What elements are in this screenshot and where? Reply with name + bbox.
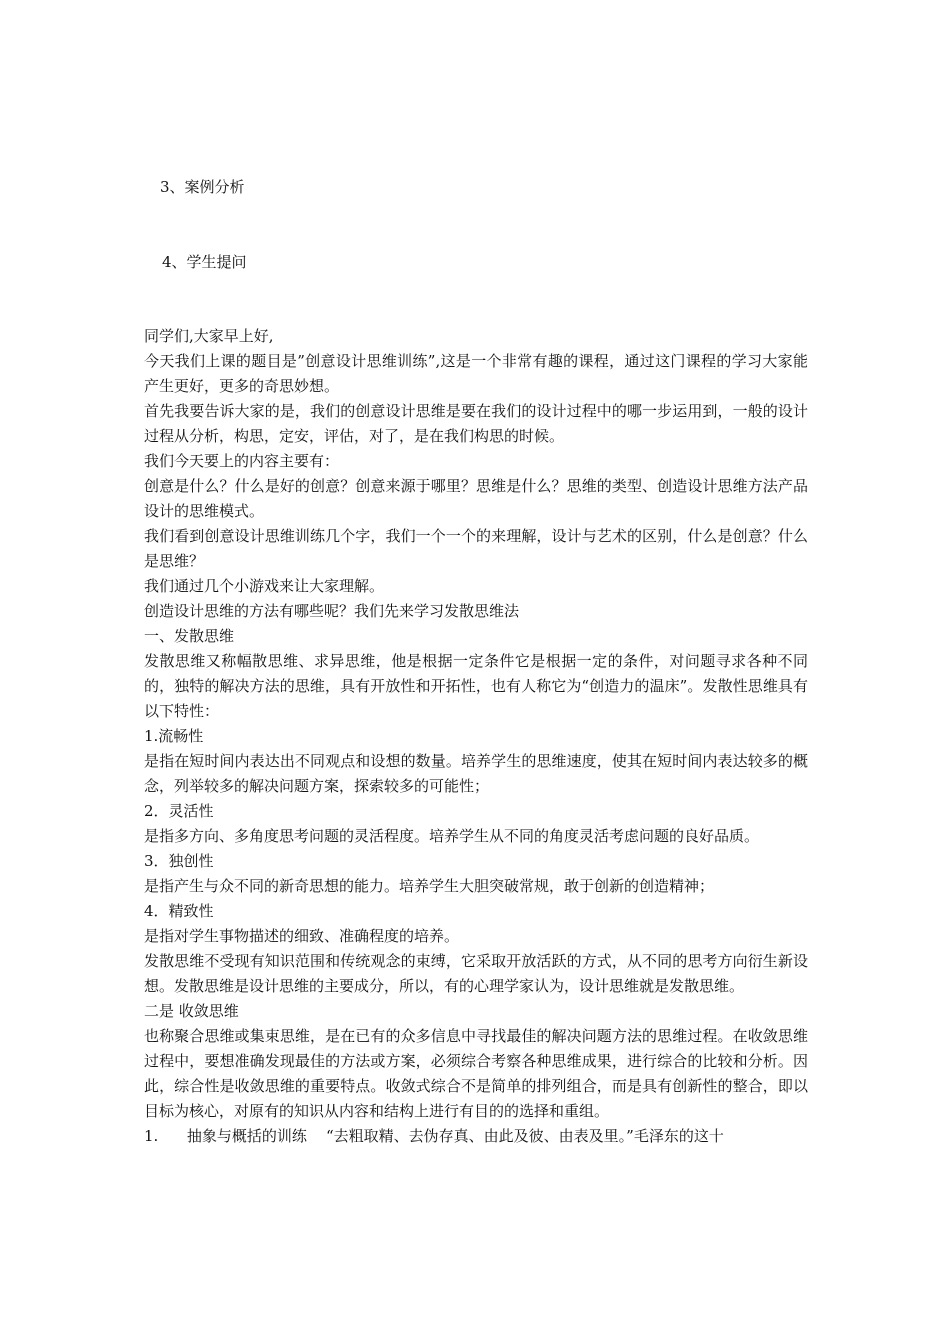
greeting-paragraph: 同学们,大家早上好, [144, 327, 274, 345]
flexibility-heading: 2．灵活性 [144, 802, 214, 820]
fluency-description: 是指在短时间内表达出不同观点和设想的数量。培养学生的思维速度，使其在短时间内表达较多的概念，列举较多的解决问题方案，探索较多的可能性； [144, 752, 808, 795]
methods-paragraph: 创造设计思维的方法有哪些呢？我们先来学习发散思维法 [144, 602, 520, 620]
originality-heading: 3．独创性 [144, 852, 214, 870]
section-divergent-thinking-heading: 一、发散思维 [144, 627, 235, 645]
list-item-case-analysis: 3、案例分析 [160, 178, 245, 196]
understanding-paragraph: 我们看到创意设计思维训练几个字，我们一个一个的来理解，设计与艺术的区别，什么是创意？什么是思维？ [144, 527, 808, 570]
elaboration-description: 是指对学生事物描述的细致、准确程度的培养。 [144, 927, 460, 945]
originality-description: 是指产生与众不同的新奇思想的能力。培养学生大胆突破常规，敢于创新的创造精神； [144, 877, 715, 895]
contents-list-paragraph: 创意是什么？什么是好的创意？创意来源于哪里？思维是什么？思维的类型、创造设计思维方法产品设计的思维模式。 [144, 477, 808, 520]
section-convergent-thinking-heading: 二是 收敛思维 [144, 1002, 239, 1020]
list-item-student-questions: 4、学生提问 [162, 253, 247, 271]
course-intro-paragraph: 今天我们上课的题目是”创意设计思维训练”,这是一个非常有趣的课程，通过这门课程的学习大家能产生更好，更多的奇思妙想。 [144, 352, 808, 395]
convergent-thinking-definition: 也称聚合思维或集束思维，是在已有的众多信息中寻找最佳的解决问题方法的思维过程。在收敛思维过程中，要想准确发现最佳的方法或方案，必须综合考察各种思维成果，进行综合的比较和分析。因此，综合性是收敛思维的重要特点。收敛式综合不是简单的排列组合，而是具有创新性的整合，即以目标为核心，对原有的知识从内容和结构上进行有目的的选择和重组。 [144, 1027, 808, 1120]
body-text [144, 324, 808, 1149]
fluency-heading: 1.流畅性 [144, 727, 204, 745]
contents-heading: 我们今天要上的内容主要有： [144, 452, 340, 470]
divergent-thinking-definition: 发散思维又称幅散思维、求异思维，他是根据一定条件它是根据一定的条件，对问题寻求各种不同的，独特的解决方法的思维，具有开放性和开拓性，也有人称它为“创造力的温床”。发散性思维具有以下特性： [144, 652, 808, 720]
games-paragraph: 我们通过几个小游戏来让大家理解。 [144, 577, 385, 595]
divergent-summary-paragraph: 发散思维不受现有知识范围和传统观念的束缚，它采取开放活跃的方式，从不同的思考方向衍生新设想。发散思维是设计思维的主要成分，所以，有的心理学家认为，设计思维就是发散思维。 [144, 952, 808, 995]
elaboration-heading: 4．精致性 [144, 902, 214, 920]
design-process-paragraph: 首先我要告诉大家的是，我们的创意设计思维是要在我们的设计过程中的哪一步运用到，一般的设计过程从分析，构思，定安，评估，对了，是在我们构思的时候。 [144, 402, 808, 445]
abstraction-training-paragraph: 1. 抽象与概括的训练 “去粗取精、去伪存真、由此及彼、由表及里。”毛泽东的这十 [144, 1127, 724, 1145]
flexibility-description: 是指多方向、多角度思考问题的灵活程度。培养学生从不同的角度灵活考虑问题的良好品质。 [144, 827, 760, 845]
